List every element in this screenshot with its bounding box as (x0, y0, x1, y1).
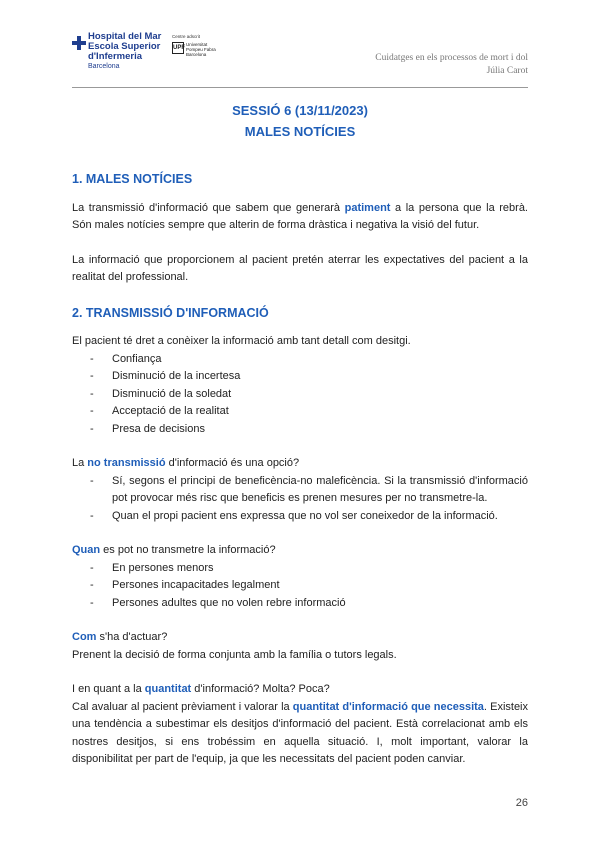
section-1-paragraph-2: La informació que proporcionem al pacient pretén aterrar les expectatives del pacient a la realitat del professional. (72, 253, 528, 283)
session-subtitle: MALES NOTÍCIES (244, 124, 356, 139)
highlight-no-transmissio: no transmissió (87, 457, 166, 469)
highlight-quantitat-necessita: quantitat d'informació que necessita (292, 700, 484, 713)
page-content (72, 100, 528, 769)
answer-com: Prenent la decisió de forma conjunta amb la família o tutors legals. (72, 648, 397, 661)
list-item: - Disminució de la incertesa (90, 370, 241, 382)
cross-icon (72, 36, 86, 50)
logo-line-4: Barcelona (88, 63, 120, 70)
logo-line-2: Escola Superior (88, 41, 161, 52)
course-title: Cuidatges en els processos de mort i dol (375, 53, 528, 63)
highlight-patiment: patiment (344, 201, 391, 214)
author-name: Júlia Carot (486, 66, 528, 76)
highlight-quantitat: quantitat (144, 683, 192, 695)
quan-list (72, 560, 528, 613)
upf-line-3: Barcelona (186, 52, 207, 57)
list-item: - Disminució de la soledat (90, 387, 232, 400)
logo-line-1: Hospital del Mar (88, 31, 162, 42)
section-2-intro: El pacient té dret a conèixer la informació amb tant detall com desitgi. (72, 335, 411, 347)
logo-line-3: d'Infermeria (88, 51, 142, 62)
list-item: - Persones incapacitades legalment (90, 579, 280, 591)
session-title: SESSIÓ 6 (13/11/2023) (232, 103, 368, 118)
upf-line-1: Universitat (186, 42, 208, 47)
benefits-list (72, 351, 528, 439)
question-quantitat: I en quant a la quantitat d'informació? Molta? Poca? (72, 683, 330, 695)
list-item: - En persones menors (90, 561, 214, 574)
section-2-heading: 2. TRANSMISSIÓ D'INFORMACIÓ (72, 305, 269, 320)
highlight-quan: Quan (72, 544, 101, 556)
upf-logo-top: Centre adscrit (172, 34, 201, 39)
header-info (375, 52, 528, 78)
list-item: - Persones adultes que no volen rebre informació (90, 596, 346, 609)
highlight-com: Com (72, 631, 97, 643)
upf-logo (172, 34, 214, 62)
question-com: Com s'ha d'actuar? (72, 631, 168, 643)
paragraph-quantitat: Cal avaluar al pacient prèviament i valorar la quantitat d'informació que necessita. Existeix una tendència a subestimar els desitjos d'informació del pacient. Està correlacionat amb els nostres desitjos, si ens trobéssim en aquella situació. I, molt important, valorar la disponibilitat per part de l'equip, ja que les necessitats del pacient poden canviar. (72, 700, 529, 765)
list-item: - Acceptació de la realitat (90, 405, 229, 417)
list-item: - Sí, segons el principi de beneficència-no maleficència. Si la transmissió d'informació pot provocar més risc que beneficis es prenen mesures per no transmetre-la. (90, 474, 528, 504)
no-transmissio-list (72, 473, 528, 526)
list-item: - Quan el propi pacient ens expressa que no vol ser coneixedor de la informació. (90, 509, 498, 522)
list-item: - Confiança (90, 352, 162, 365)
upf-mark: UPF (172, 42, 184, 54)
page-number: 26 (515, 797, 528, 809)
page-header (72, 30, 528, 88)
question-no-transmissio: La no transmissió d'informació és una opció? (72, 457, 300, 469)
list-item: - Presa de decisions (90, 422, 205, 435)
section-1-paragraph-1: La transmissió d'informació que sabem que generarà patiment a la persona que la rebrà. Són males notícies sempre que alterin de forma dràstica i negativa la visió del futur. (72, 201, 528, 231)
section-1-heading: 1. MALES NOTÍCIES (72, 172, 193, 186)
upf-line-2: Pompeu Fabra (186, 47, 216, 52)
header-divider (72, 87, 528, 88)
hospital-del-mar-logo (72, 32, 170, 76)
question-quan: Quan es pot no transmetre la informació? (72, 544, 276, 556)
